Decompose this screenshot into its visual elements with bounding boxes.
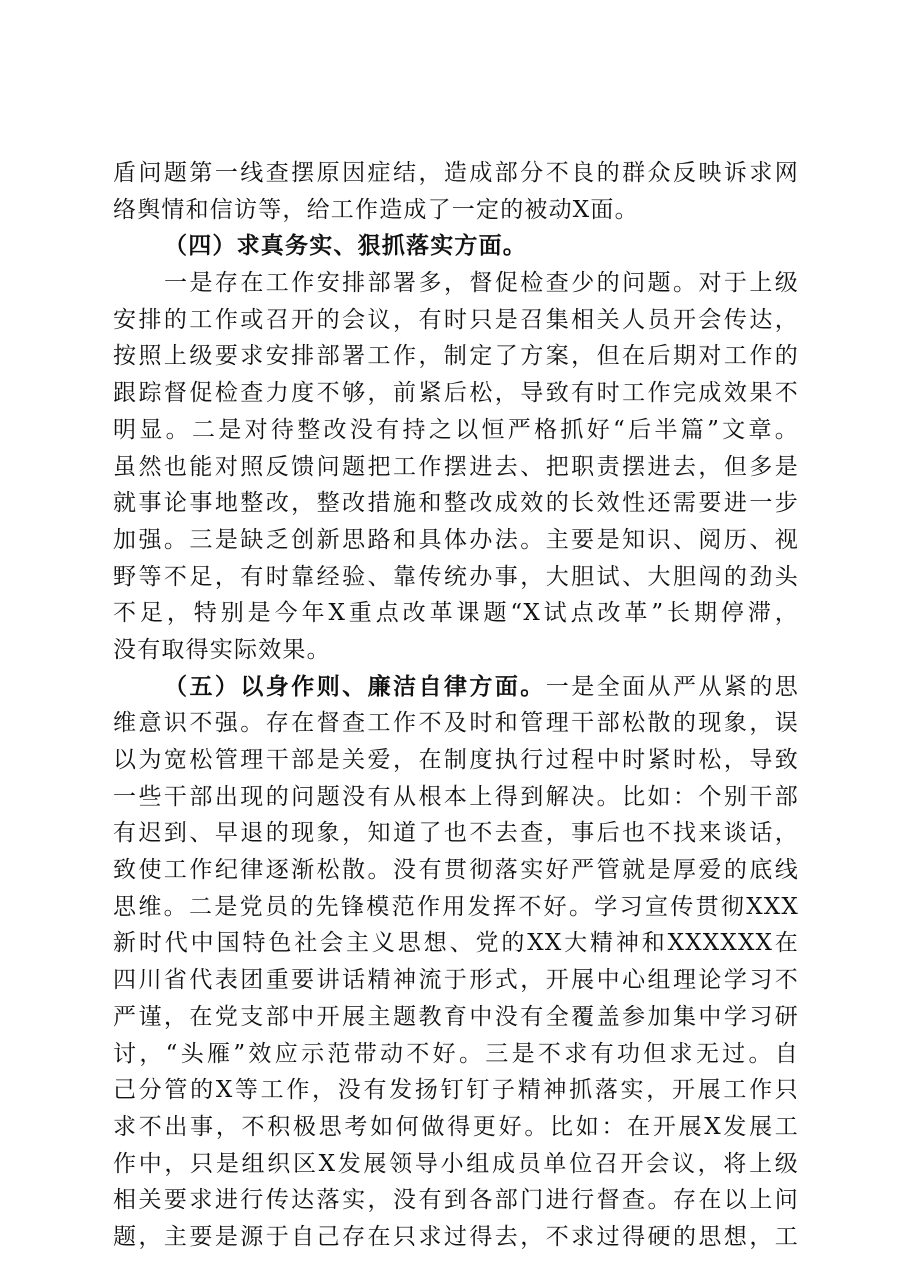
text-line: 不足，特别是今年X重点改革课题“X试点改革”长期停滞， [113, 600, 799, 627]
section-heading-5: （五）以身作则、廉洁自律方面。 [164, 672, 546, 700]
text-line: 以为宽松管理干部是关爱，在制度执行过程中时紧时松，导致 [113, 747, 799, 773]
text-line: 盾问题第一线查摆原因症结，造成部分不良的群众反映诉求网 [113, 160, 799, 186]
text-line: 思维。二是党员的先锋模范作用发挥不好。学习宣传贯彻XXX [113, 893, 799, 920]
text-line: 作中，只是组织区X发展领导小组成员单位召开会议，将上级 [113, 1150, 799, 1177]
body-text [113, 155, 799, 1256]
text-line: 一是存在工作安排部署多，督促检查少的问题。对于上级 [164, 270, 799, 297]
text-line: 严谨，在党支部中开展主题教育中没有全覆盖参加集中学习研 [113, 1003, 799, 1030]
text-line: 加强。三是缺乏创新思路和具体办法。主要是知识、阅历、视 [113, 526, 799, 553]
text-line-fragment: 一是全面从严从紧的思 [545, 673, 799, 700]
section-heading-4: （四）求真务实、狠抓落实方面。 [164, 232, 527, 260]
text-line: 维意识不强。存在督查工作不及时和管理干部松散的现象，误 [113, 710, 799, 737]
text-line: 络舆情和信访等，给工作造成了一定的被动X面。 [113, 196, 639, 223]
text-line: 讨，“头雁”效应示范带动不好。三是不求有功但求无过。自 [113, 1040, 799, 1067]
text-line: 按照上级要求安排部署工作，制定了方案，但在后期对工作的 [113, 343, 799, 370]
text-line: 相关要求进行传达落实，没有到各部门进行督查。存在以上问 [113, 1187, 799, 1214]
text-line: 一些干部出现的问题没有从根本上得到解决。比如：个别干部 [113, 783, 799, 810]
text-line: 新时代中国特色社会主义思想、党的XX大精神和XXXXXX在 [113, 930, 799, 957]
text-line: 没有取得实际效果。 [113, 636, 331, 663]
text-line: 题，主要是源于自己存在只求过得去，不求过得硬的思想，工 [113, 1223, 799, 1250]
text-line: 求不出事，不积极思考如何做得更好。比如：在开展X发展工 [113, 1113, 799, 1140]
text-line: 明显。二是对待整改没有持之以恒严格抓好“后半篇”文章。 [113, 416, 799, 443]
text-line: 安排的工作或召开的会议，有时只是召集相关人员开会传达， [113, 306, 799, 333]
text-line: 致使工作纪律逐渐松散。没有贯彻落实好严管就是厚爱的底线 [113, 857, 799, 884]
text-line: 就事论事地整改，整改措施和整改成效的长效性还需要进一步 [113, 490, 799, 517]
section-line-5 [113, 669, 799, 706]
text-line: 虽然也能对照反馈问题把工作摆进去、把职责摆进去，但多是 [113, 453, 799, 480]
text-line: 己分管的X等工作，没有发扬钉钉子精神抓落实，开展工作只 [113, 1077, 799, 1104]
text-line: 跟踪督促检查力度不够，前紧后松，导致有时工作完成效果不 [113, 380, 799, 407]
text-line: 四川省代表团重要讲话精神流于形式，开展中心组理论学习不 [113, 967, 799, 994]
text-line: 野等不足，有时靠经验、靠传统办事，大胆试、大胆闯的劲头 [113, 563, 799, 590]
text-line: 有迟到、早退的现象，知道了也不去查，事后也不找来谈话， [113, 820, 799, 847]
